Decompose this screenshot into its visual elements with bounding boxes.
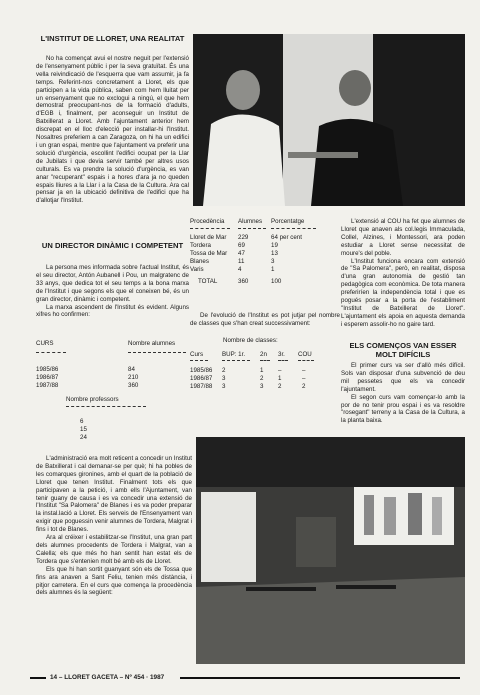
classes-table: Curs BUP: 1r. 2n 3r. COU 1985/86 2 1 – – 1986/87 3 2 1 – 1987/88 3 3 2 2 [190, 351, 340, 391]
right-paragraph-primer-curs: El primer curs va ser d'allò més difícil. Sols van disposar d'una subvenció de deu mil pessetes que els va concedir l'ajuntament. [341, 362, 465, 393]
table-row: Varis 4 1 [190, 266, 275, 273]
right-column-text-2 [341, 362, 465, 425]
table-total-row: TOTAL 360 100 [198, 278, 282, 285]
professors-value: 24 [80, 434, 87, 441]
director-text [36, 264, 189, 319]
heading-comencos: ELS COMENÇOS VAN ESSER MOLT DIFÍCILS [349, 341, 457, 359]
bottom-paragraph-administracio: L'administració era molt reticent a concedir un Institut de Batxillerat i cal demanar-se per què; hi ha pobles de les comarques gironines, amb el quart de la població de Lloret que tenen Institut. Finalment tots els que participaven a la petició, i amb ells l'Ajuntament, van tenir guany de causa i es va concedir una extensió de l'Institut "Sa Palomera" de Blanes i es va poder preparar la instal.lació a Lloret. Els serveis de l'Ensenyament van exigir que poguessin venir alumnes de Tordera, Malgrat i fins i tot de Blanes. [36, 455, 192, 534]
right-paragraph-autonomia: L'Institut funciona encara com extensió de "Sa Palomera", però, en realitat, disposa d'una gran autonomia de gestió tan pedagògica com econòmica. De tota manera preferiríen la independència total i que es pogués posar a la porta de l'establiment "Institut de Batxillerat de Lloret". L'ajuntament els apoia en aquesta demanda i esperem assolir-ho no gaire tard. [341, 257, 465, 328]
table-row: 1985/86 84 [36, 366, 135, 373]
table-row: Tordera 69 19 [190, 242, 278, 249]
paragraph-intro-text: No ha començat avui el nostre neguit per l'extensió de l'ensenyament públic i per la seva gratuïtat. És una vella reivindicació de l'esquerra que vam assumir, ja fa temps. Referint-nos concretament a Lloret, els que participen a la vida pública, saben com hem lluitat per un ensenyament que no exclogui a ningú, el que hem demostrat preocupant-nos de la formació d'adults, d'EGB i, finalment, per aconseguir un Institut de Batxillerat a Lloret. Amb l'ajuntament anterior hem discrepat en el lloc d'elecció per installar-hi l'Institut. Nosaltres preferiem a can Zaragoza, on hi ha un edifici i un gran espai, mentre que l'ajuntament va preferir una solució d'urgència, escollint l'edifici ocupat per la Llar de Jubilats i que devia servir també per altres usos culturals. Es va prendre la solució d'urgència, es van anar "recuperant" espais i a hores d'ara ja no queden espais lliures a la Llar i a la Casa de la Cultura. Ara cal pensar ja en la ubicació definitiva de l'edifici que ha d'allotjar l'Institut. [36, 55, 189, 205]
classes-intro-text: De l'evolució de l'Institut es pot jutjar pel nombre de classes que s'han creat successivament: [190, 312, 340, 327]
paragraph-intro [36, 55, 189, 205]
table-row: 1986/87 3 2 1 – [190, 375, 306, 382]
col-nombre-alumnes: Nombre alumnes [128, 340, 176, 347]
bottom-left-text [36, 455, 192, 597]
photo-two-men-talking [193, 34, 465, 206]
col-curs: CURS [36, 340, 54, 347]
table-row: Tossa de Mar 47 13 [190, 250, 278, 257]
director-paragraph: La persona mes informada sobre l'actual Institut, és el seu director, Antón Aubanell i Pou, un malgratenc de 33 anys, que dedica tot el seu temps a la bona marxa de l'Institut i que segons els que el coneixen bé, és un gran director, dinàmic i competent. [36, 264, 189, 303]
footer-text: 14 – LLORET GACETA – Nº 454 · 1987 [50, 674, 165, 681]
right-paragraph-segon-curs: El segon curs vam començar-lo amb la por de no tenir prou espai i es va resoldre "rosegant" terreny a la Casa de la Cultura, a la planta baixa. [341, 393, 465, 425]
bottom-paragraph-tossa: Els que hi han sortit guanyant són els de Tossa que fins ara anaven a Sant Feliu, tenien més distància, i pitjor carretera. En el curs que comença la procedència dels alumnes és la següent: [36, 565, 192, 597]
table-row: 1987/88 360 [36, 382, 139, 389]
classes-intro [190, 312, 340, 328]
professors-values [80, 418, 87, 442]
classes-title: Nombre de classes: [223, 337, 278, 344]
professors-value: 6 [80, 418, 84, 425]
students-table [36, 340, 186, 390]
procedencia-table: Procedència Alumnes Porcentatge Lloret de Mar 229 64 per cent Tordera 69 19 Tossa de Mar 47 13 Blanes 11 3 Varis 4 1 TOTAL 360 100 [190, 218, 340, 286]
table-row: 1986/87 210 [36, 374, 139, 381]
right-paragraph-cou: L'extensió al COU ha fet que alumnes de Lloret que anaven als col.legis Immaculada, Collel, Alzines, i Montessori, ara poden estudiar a Lloret sense necessitat de moure's del poble. [341, 218, 465, 257]
heading-institut-realitat: L'INSTITUT DE LLORET, UNA REALITAT [40, 34, 185, 43]
figures-paragraph: La marxa ascendent de l'Institut és evident. Alguns xifres ho confirmen: [36, 303, 189, 319]
table-row: 1985/86 2 1 – – [190, 367, 306, 374]
photo-empty-classroom [196, 437, 465, 664]
professors-value: 15 [80, 426, 87, 433]
professors-label: Nombre professors [66, 396, 119, 403]
table-row: Lloret de Mar 229 64 per cent [190, 234, 302, 241]
heading-director: UN DIRECTOR DINÀMIC I COMPETENT [41, 241, 184, 250]
photo-empty-classroom-image [196, 437, 465, 664]
bottom-paragraph-creixer: Ara al créixer i estabilitzar-se l'Institut, una gran part dels alumnes procedents de Tordera i Malgrat, van a Calella; els que més ho han sentit han estat els de Tordera que s'entenien molt bé amb els de Lloret. [36, 534, 192, 565]
photo-two-men-talking-image [193, 34, 465, 206]
table-row: 1987/88 3 3 2 2 [190, 383, 306, 390]
right-column-text [341, 218, 465, 329]
table-row: Blanes 11 3 [190, 258, 275, 265]
